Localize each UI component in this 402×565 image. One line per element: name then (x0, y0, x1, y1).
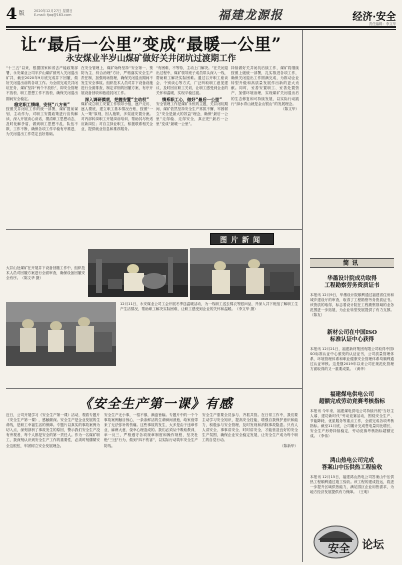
article-text: “十三五”以来，根据国家和省去产能政策部署，永安煤业公司半岁山煤矿被列入关闭退出矿井，截至2020年9月底完成井下回撤，做好关闭退出前的各项工作。为全面完成关井闭坑任务，煤矿坚持“两个不放松”，即安全管理不放松、职工思想工作不放松，确保关闭退出期间安全稳定。 (6, 66, 78, 101)
article-text: 在安全管理上，煤矿始终坚持“安全第一、预防为主、综合治理”方针，严格落实安全生产责任制，加强现场管理，确保关闭退出期间不发生安全事故。组织技术人员对井下设备设施进行全面排查，制定详细的回撤方案，有序开展设备回收和巷道封闭工作。 (81, 66, 153, 96)
safety-forum-logo (306, 518, 396, 562)
page-number: 4 (6, 4, 18, 23)
issue-date: 2020年12月27日 星期日 (34, 9, 73, 13)
brief-2-head-line1: 新材公司在中国ISO (327, 330, 377, 336)
essay-column-3 (202, 413, 298, 561)
masthead-rule-thin (6, 29, 396, 30)
brief-3-headline (310, 392, 394, 406)
article-subhead: 情系职工心，做好“最后一公里” (162, 96, 222, 102)
article-text: “有困难，不等待，主动上门解决。”在关闭退出过程中，煤矿领导班子成员带头深入一线，帮助职工解决实际困难。通过召开职工座谈会、个别谈心等方式，广泛听取职工意见建议，及时回应职工关切，让职工感受到企业的关怀和温暖，实现平稳过渡。 (156, 66, 228, 96)
article-column-1 (6, 66, 78, 226)
essay-text: 近日，公司开展学习《安全生产第一课》活动，观看专题片《安全生产第一课》，感触颇深。安全生产是企业发展的生命线，是职工幸福生活的保障。专题片以真实的事故案例为切入点，深刻剖析了事故发生的原因，警示我们安全生产没有旁观者，每个人都是安全的第一责任人。作为一名煤矿职工，我深刻认识到安全生产工作的重要性，必须时刻绷紧安全这根弦，牢固树立安全发展理念。 (6, 413, 100, 448)
brief-4-head-line1: 鸿山热电公司完成 (329, 458, 374, 464)
article-byline: （陈文华） (281, 106, 299, 111)
essay-text: 安全生产需要全员参与、齐抓共管。在日常工作中，我们要主动学习安全知识，提高安全技能，增强自我保护意识和能力，积极参与安全管理，及时发现和消除事故隐患。只有人人讲安全、事事讲安全、时时讲安全，才能营造良好的安全生产氛围，确保企业安全稳定发展，让安全生产成为每个职工的自觉行动。 (202, 413, 298, 443)
section-title: 经济·安全 (352, 12, 396, 23)
brief-4-headline (310, 458, 394, 472)
brief-2-body: 本报讯 12月21日，福建新材集团有限公司取得中国ISO标准认证中心颁发的认证证书，公司质量管理体系、环境管理体系和职业健康安全管理体系均顺利通过认证审核。这是继2019年以来公司在规范化管理方面取得的又一重要成果。（黄华） (310, 347, 394, 372)
brief-1-headline (310, 276, 394, 290)
article-subhead: 稳定职工情绪，安抚“八方来” (14, 101, 70, 107)
paper-name: 福建龙源报 (218, 8, 284, 22)
page-label: 版 (19, 11, 25, 17)
photo-news-banner: 图片新闻 (210, 233, 274, 245)
brief-3-body: 本报讯 今年来，福建煤电供电公司持续开展“当好主人翁、建功新时代”劳动竞赛活动，围绕安全生产、节能降耗、优质服务等重点工作，全面完成各项考核指标。截至11月底，公司累计完成售电量同比增长，安全生产形势持续稳定，劳动竞赛考核指标超额完成。（李伟） (310, 409, 394, 439)
brief-3-head-line1: 福建煤电供电公司 (329, 392, 374, 398)
svg-text:论坛: 论坛 (362, 538, 384, 551)
svg-text:安全: 安全 (328, 542, 350, 555)
brief-3-head-line2: 超额完成劳动竞赛考核指标 (318, 399, 385, 405)
masthead-rule (6, 26, 396, 28)
photo-caption-2: 12月11日，永安煤业公司工会开展冬季送温暖活动，为一线职工送去棉衣等慰问品，并深入井下班组了解职工生产生活情况，帮助职工解决实际困难，让职工感受到企业的关怀和温暖。（李文华 摄） (120, 302, 299, 312)
article-subhead: 深入调研摸底，把握安置“主动权” (84, 96, 150, 102)
mine-workers-photo (190, 248, 300, 300)
subheadline: 永安煤业半岁山煤矿做好关井闭坑过渡期工作 (65, 54, 236, 64)
essay-byline: （陈新华） (280, 443, 298, 448)
section-divider (6, 388, 302, 389)
section-editor: 责任编辑：李文华 (368, 22, 396, 26)
essay-column-2 (104, 413, 198, 561)
essay-text: 安全生产无小事，一招不慎，满盘皆输。专题片中的一个个事故案例触目惊心，一条条鲜活的生命瞬间消逝，给家庭带来了无法弥补的伤痛。这些事故的发生，大多是由于违章作业、麻痹大意、侥幸心理造成的。我们必须从中吸取教训，举一反三，严格遵守各项规章制度和操作规程，坚决杜绝“三违”行为，做到“四不伤害”，以实际行动筑牢安全生产防线。 (104, 413, 198, 448)
essay-column-1 (6, 413, 100, 561)
email: E-mail: fjaq@163.com (34, 13, 72, 17)
article-column-3 (156, 66, 228, 226)
article-column-4 (231, 66, 299, 226)
photo-caption-1: 大井山处煤矿在开展井下设备回撤工作中，组织技术人员对回撤方案进行全面审查，确保设备回撤安全有序。（陈文华 摄） (6, 266, 86, 281)
article-text: 煤矿成立职工安置工作领导小组，逐户走访、逐人摸底，建立职工基本情况台账，按照“一人一策”原则，因人施策，多渠道安置分流。对内部转岗职工开展岗前培训，帮助其尽快适应新岗位；对自主择业职工，积极联系相关企业，提供就业信息和推荐服务。 (81, 101, 153, 132)
brief-4-body: 本报讯 12月15日，福建鸿山热电公司答案山中压供热工程顺利通过竣工验收。该工程的建成投运，将进一步提升区域供热能力，满足园区企业用热需求，为地方经济发展提供有力保障。（王明） (310, 475, 394, 495)
article-text: 按照关井闭坑工作的统一部署，煤矿提前谋划、主动作为，对职工安置政策进行宣传解读，深入开展谈心谈话，摸清职工思想动态，及时化解矛盾，做到职工思想不乱、队伍不散、工作不断，确保各项工作平稳有序推进，为关闭退出工作奠定良好基础。 (6, 106, 78, 137)
workers-group-photo (6, 302, 116, 366)
essay-title: 《安全生产第一课》有感 (78, 397, 233, 412)
column-divider (302, 30, 303, 562)
article-text: 安全管理工作是煤矿永恒的主题，关井闭坑期间，煤矿依然坚持安全生产常抓不懈，牢固树立“安全是最大的效益”理念，确保“最后一公里”走得稳、走得安全，真正把“最后一公里”变成“最暖一公里”。 (156, 101, 228, 127)
section-divider (6, 229, 302, 230)
mine-worker-photo (88, 249, 188, 297)
briefs-label: 简讯 (310, 258, 394, 268)
brief-2-head-line2: 标准认证中心获得 (329, 337, 374, 343)
brief-4-head-line2: 答案山中压供热工程验收 (321, 465, 383, 471)
brief-2-headline (310, 330, 394, 344)
brief-1-head-line2: 工程勘察劳务资质证书 (324, 283, 380, 289)
article-column-2 (81, 66, 153, 226)
masthead (6, 4, 396, 26)
brief-1-head-line1: 华墨设计院成功取得 (327, 276, 377, 282)
article-text: 持续做好关井闭坑后续工作，煤矿将继续按照上级统一部署，扎实推进各项工作，确保关闭退出工作圆满完成，为推动企业转型升级和高质量发展作出新的更大贡献。同时，妥善安置职工、妥善处置资产，加强环境治理，实现煤矿关闭退出后的生态修复和可持续发展，以实际行动践行“绿水青山就是金山银山”的发展理念。 (231, 66, 299, 106)
brief-1-body: 本报讯 12月9日，华墨设计院顺利通过福建省住房和城乡建设厅的审查，取得了工程勘察劳务资质证书。该资质的取得，标志着设计院在工程勘察领域的业务范围进一步拓展，为企业转型发展提供了有力支撑。（陈友） (310, 293, 394, 318)
headline: 让“最后一公里”变成“最暖一公里” (20, 35, 282, 54)
